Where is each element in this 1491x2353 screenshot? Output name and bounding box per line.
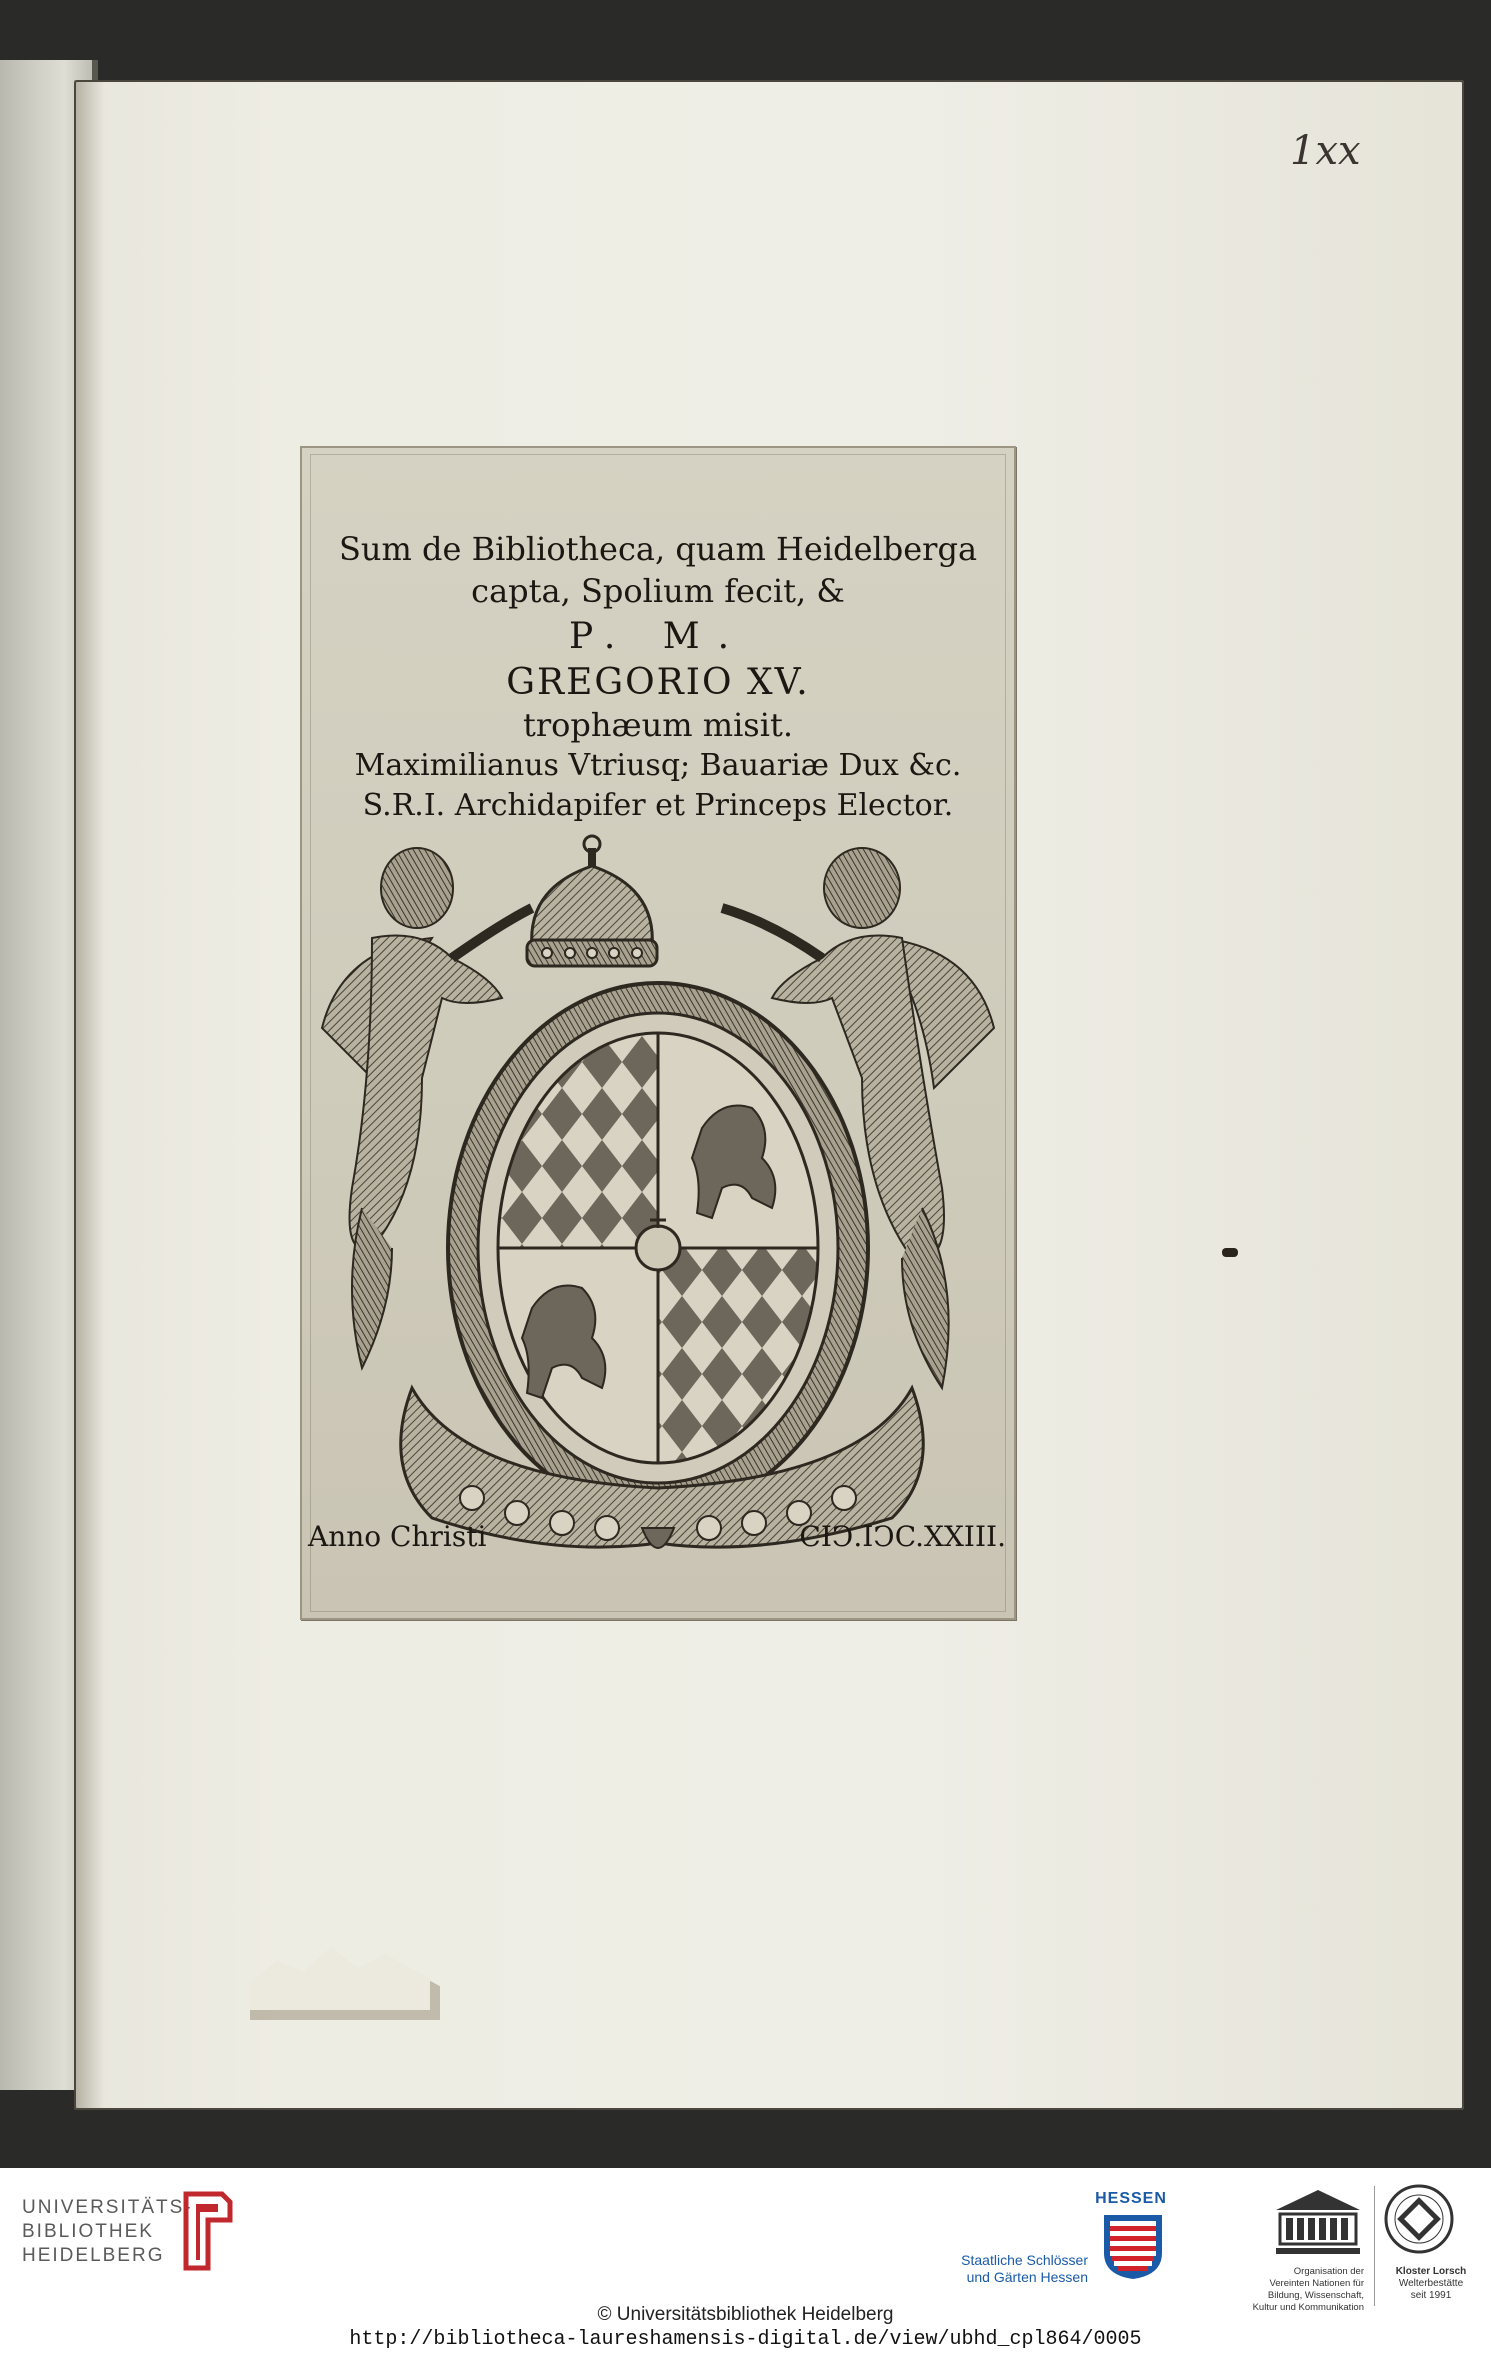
permalink-url[interactable]: http://bibliotheca-laureshamensis-digital.de/view/ubhd_cpl864/0005 [349, 2328, 1142, 2351]
kloster-lorsch-text [1376, 2266, 1486, 2302]
hessen-shield-icon[interactable] [1102, 2213, 1164, 2281]
ssg-line-1: Staatliche Schlösser [961, 2252, 1088, 2268]
ub-logo-icon[interactable] [180, 2190, 236, 2272]
library-name-line-2: BIBLIOTHEK [22, 2221, 154, 2242]
plate-line-7: S.R.I. Archidapifer et Princeps Elector. [362, 788, 954, 823]
plate-line-1: Sum de Bibliotheca, quam Heidelberga [338, 530, 978, 568]
copyright-notice: © Universitätsbibliothek Heidelberg [597, 2304, 894, 2325]
bookplate [300, 446, 1016, 1620]
crown-icon [527, 836, 657, 966]
folio-number: 1xx [1290, 128, 1361, 174]
ink-spot [1222, 1248, 1238, 1257]
library-name-line-1: UNIVERSITÄTS- [22, 2197, 193, 2218]
plate-line-6: Maximilianus Vtriusq; Bauariæ Dux &c. [354, 748, 962, 783]
kloster-line-1: Welterbestätte [1398, 2278, 1464, 2289]
plate-line-5: trophæum misit. [523, 706, 793, 744]
unesco-line-4: Kultur und Kommunikation [1252, 2302, 1364, 2313]
plate-year: CIↃ.IↃC.XXIII. [799, 1520, 1006, 1553]
unesco-line-1: Organisation der [1293, 2266, 1364, 2277]
page-fold-shadow [74, 80, 104, 2110]
unesco-line-3: Bildung, Wissenschaft, [1267, 2290, 1364, 2301]
coat-of-arms-engraving [302, 828, 1014, 1568]
plate-line-3: P. M. [568, 616, 748, 657]
kloster-title: Kloster Lorsch [1395, 2266, 1467, 2277]
unesco-logo-icon[interactable] [1272, 2186, 1364, 2264]
ssg-text[interactable] [920, 2252, 1088, 2286]
ssg-line-2: und Gärten Hessen [966, 2269, 1088, 2285]
unesco-line-2: Vereinten Nationen für [1269, 2278, 1364, 2289]
world-heritage-emblem-icon[interactable] [1382, 2182, 1456, 2256]
plate-line-2: capta, Spolium fecit, & [471, 572, 845, 610]
plate-line-4: GREGORIO XV. [506, 662, 810, 703]
plate-anno: Anno Christi [308, 1520, 487, 1553]
hessen-label: HESSEN [1095, 2190, 1167, 2207]
library-name[interactable] [22, 2196, 193, 2268]
library-name-line-3: HEIDELBERG [22, 2245, 165, 2266]
logo-divider [1374, 2186, 1375, 2306]
kloster-line-2: seit 1991 [1410, 2290, 1452, 2301]
shield-icon [498, 1033, 818, 1463]
